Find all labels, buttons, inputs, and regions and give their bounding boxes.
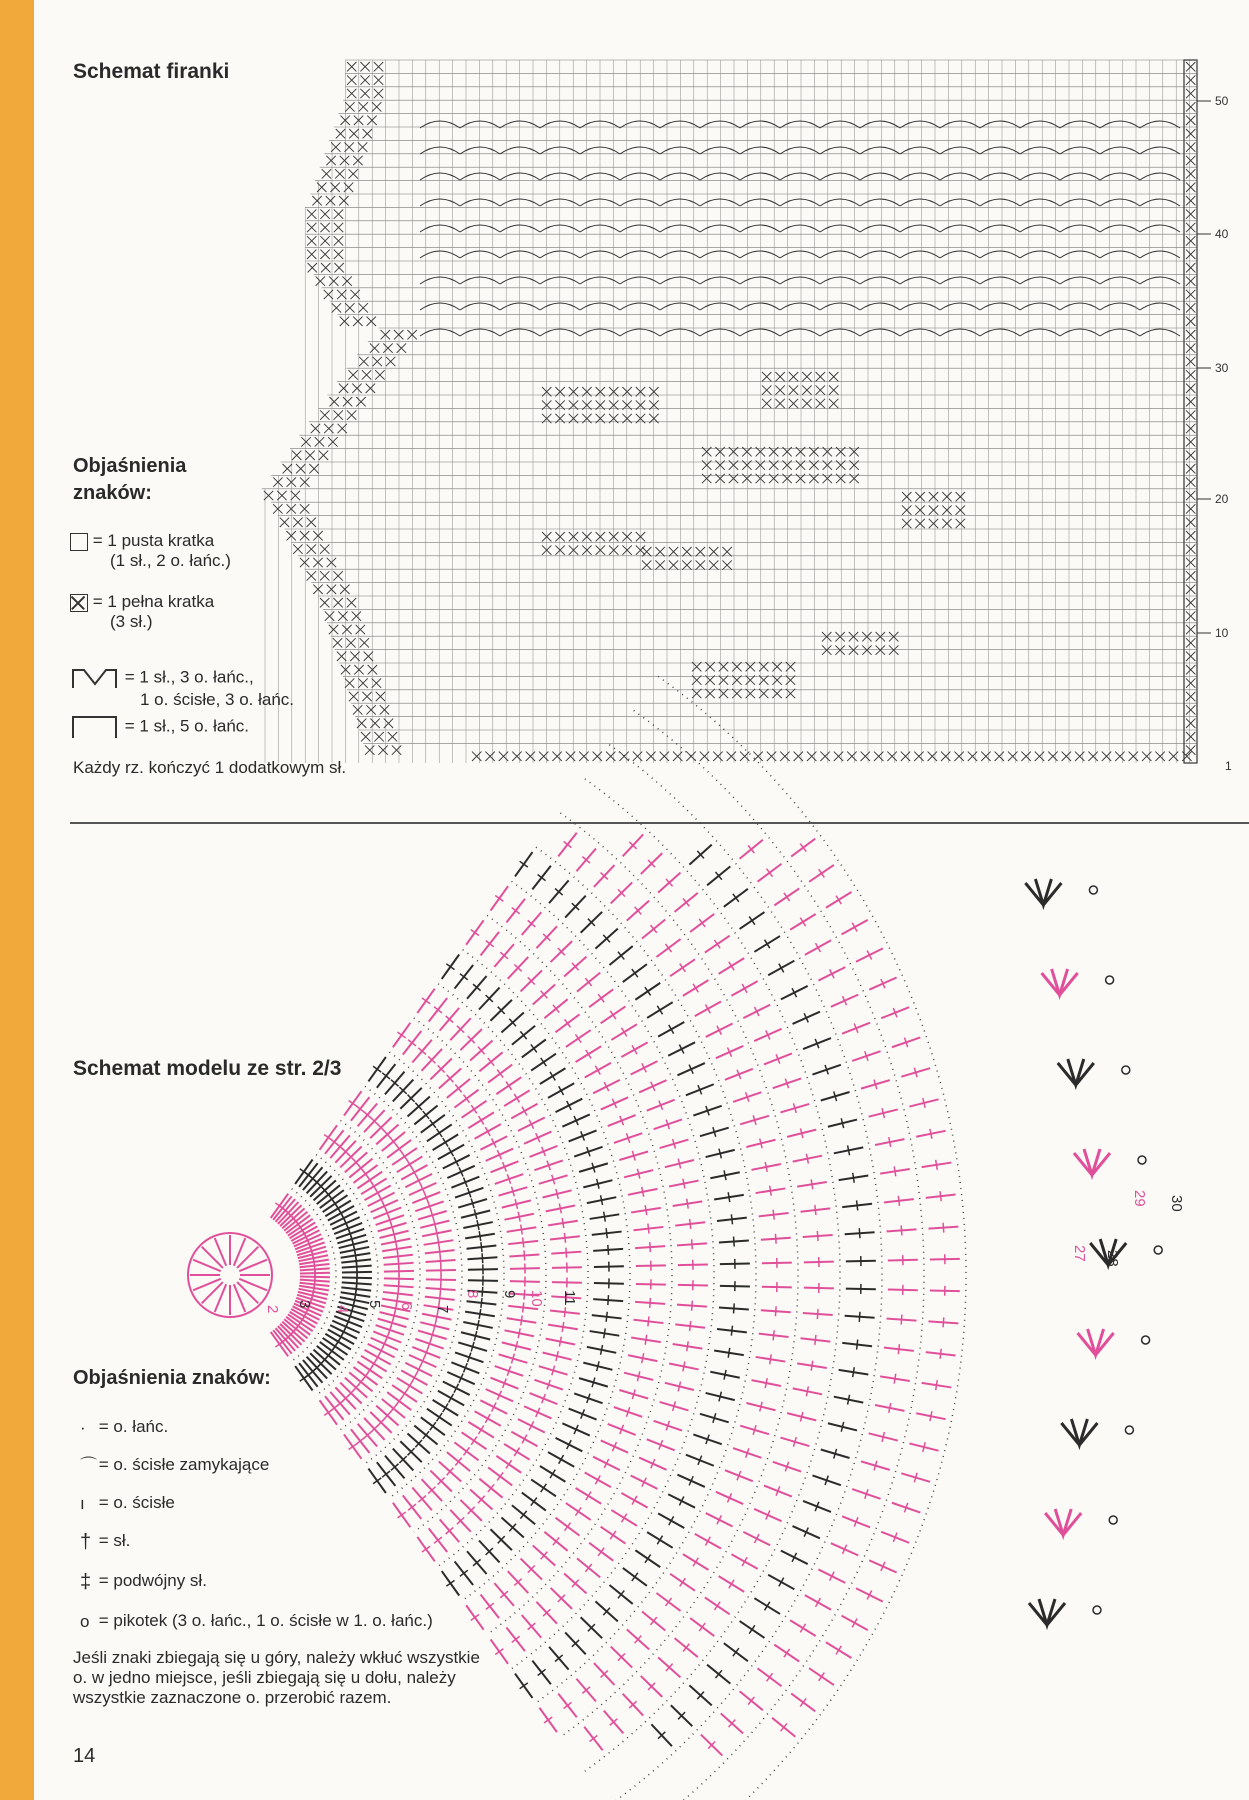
picot-icon: o [80, 1611, 90, 1631]
top-legend-heading: Objaśnienia znaków: [73, 455, 187, 504]
round-label: 30 [1168, 1195, 1185, 1212]
row-label-1: 1 [1225, 759, 1232, 773]
dot-icon: · [80, 1417, 86, 1437]
round-label: 29 [1131, 1190, 1148, 1207]
curtain-chart-title: Schemat firanki [73, 60, 230, 83]
row-label-50: 50 [1215, 94, 1229, 108]
round-label: 5 [366, 1300, 383, 1309]
legend-double-crochet: † = sł. [80, 1530, 131, 1553]
arc-icon: ⌒ [80, 1455, 97, 1475]
round-label: 28 [1104, 1250, 1121, 1267]
row-label-10: 10 [1215, 626, 1229, 640]
bottom-legend-heading: Objaśnienia znaków: [73, 1367, 271, 1389]
legend-single-crochet: ı = o. ścisłe [80, 1493, 175, 1513]
round-label: 4 [334, 1305, 351, 1314]
round-label: 3 [296, 1300, 313, 1309]
legend-empty-box: = 1 pusta kratka (1 sł., 2 o. łańc.) [70, 531, 231, 571]
legend-picot: o = pikotek (3 o. łańc., 1 o. ścisłe w 1. o. łańc.) [80, 1611, 433, 1631]
round-label: 11 [561, 1290, 578, 1306]
row-end-note: Każdy rz. kończyć 1 dodatkowym sł. [73, 758, 347, 777]
legend-arch-stitch: = 1 sł., 3 o. łańc., 1 o. ścisłe, 3 o. łańc. [70, 666, 294, 710]
row-label-30: 30 [1215, 361, 1229, 375]
legend-treble-crochet: ‡ = podwójny sł. [80, 1570, 207, 1593]
round-label: 27 [1071, 1245, 1088, 1262]
round-label: 10 [528, 1290, 545, 1307]
legend-filled-box: = 1 pełna kratka (3 sł.) [70, 592, 214, 632]
dc-icon: † [80, 1530, 92, 1553]
round-label: 2 [264, 1305, 281, 1314]
round-label: 6 [398, 1302, 415, 1311]
row-label-20: 20 [1215, 492, 1229, 506]
round-label: 7 [434, 1305, 451, 1314]
round-label: 8 [464, 1290, 481, 1299]
row-label-40: 40 [1215, 227, 1229, 241]
round-label: 9 [501, 1290, 518, 1299]
legend-bar-stitch: = 1 sł., 5 o. łańc. [70, 714, 249, 740]
doily-chart-title: Schemat modelu ze str. 2/3 [73, 1057, 342, 1080]
line-icon: ı [80, 1493, 85, 1513]
legend-chain: · = o. łańc. [80, 1417, 169, 1437]
page-number: 14 [73, 1745, 96, 1767]
diagram-note: Jeśli znaki zbiegają się u góry, należy wkłuć wszystkie o. w jedno miejsce, jeśli zbiegają się u dołu, należy wszystkie zaznaczone o. przerobić razem. [73, 1648, 480, 1707]
tr-icon: ‡ [80, 1570, 92, 1593]
legend-slip-stitch: ⌒ = o. ścisłe zamykające [80, 1455, 270, 1475]
